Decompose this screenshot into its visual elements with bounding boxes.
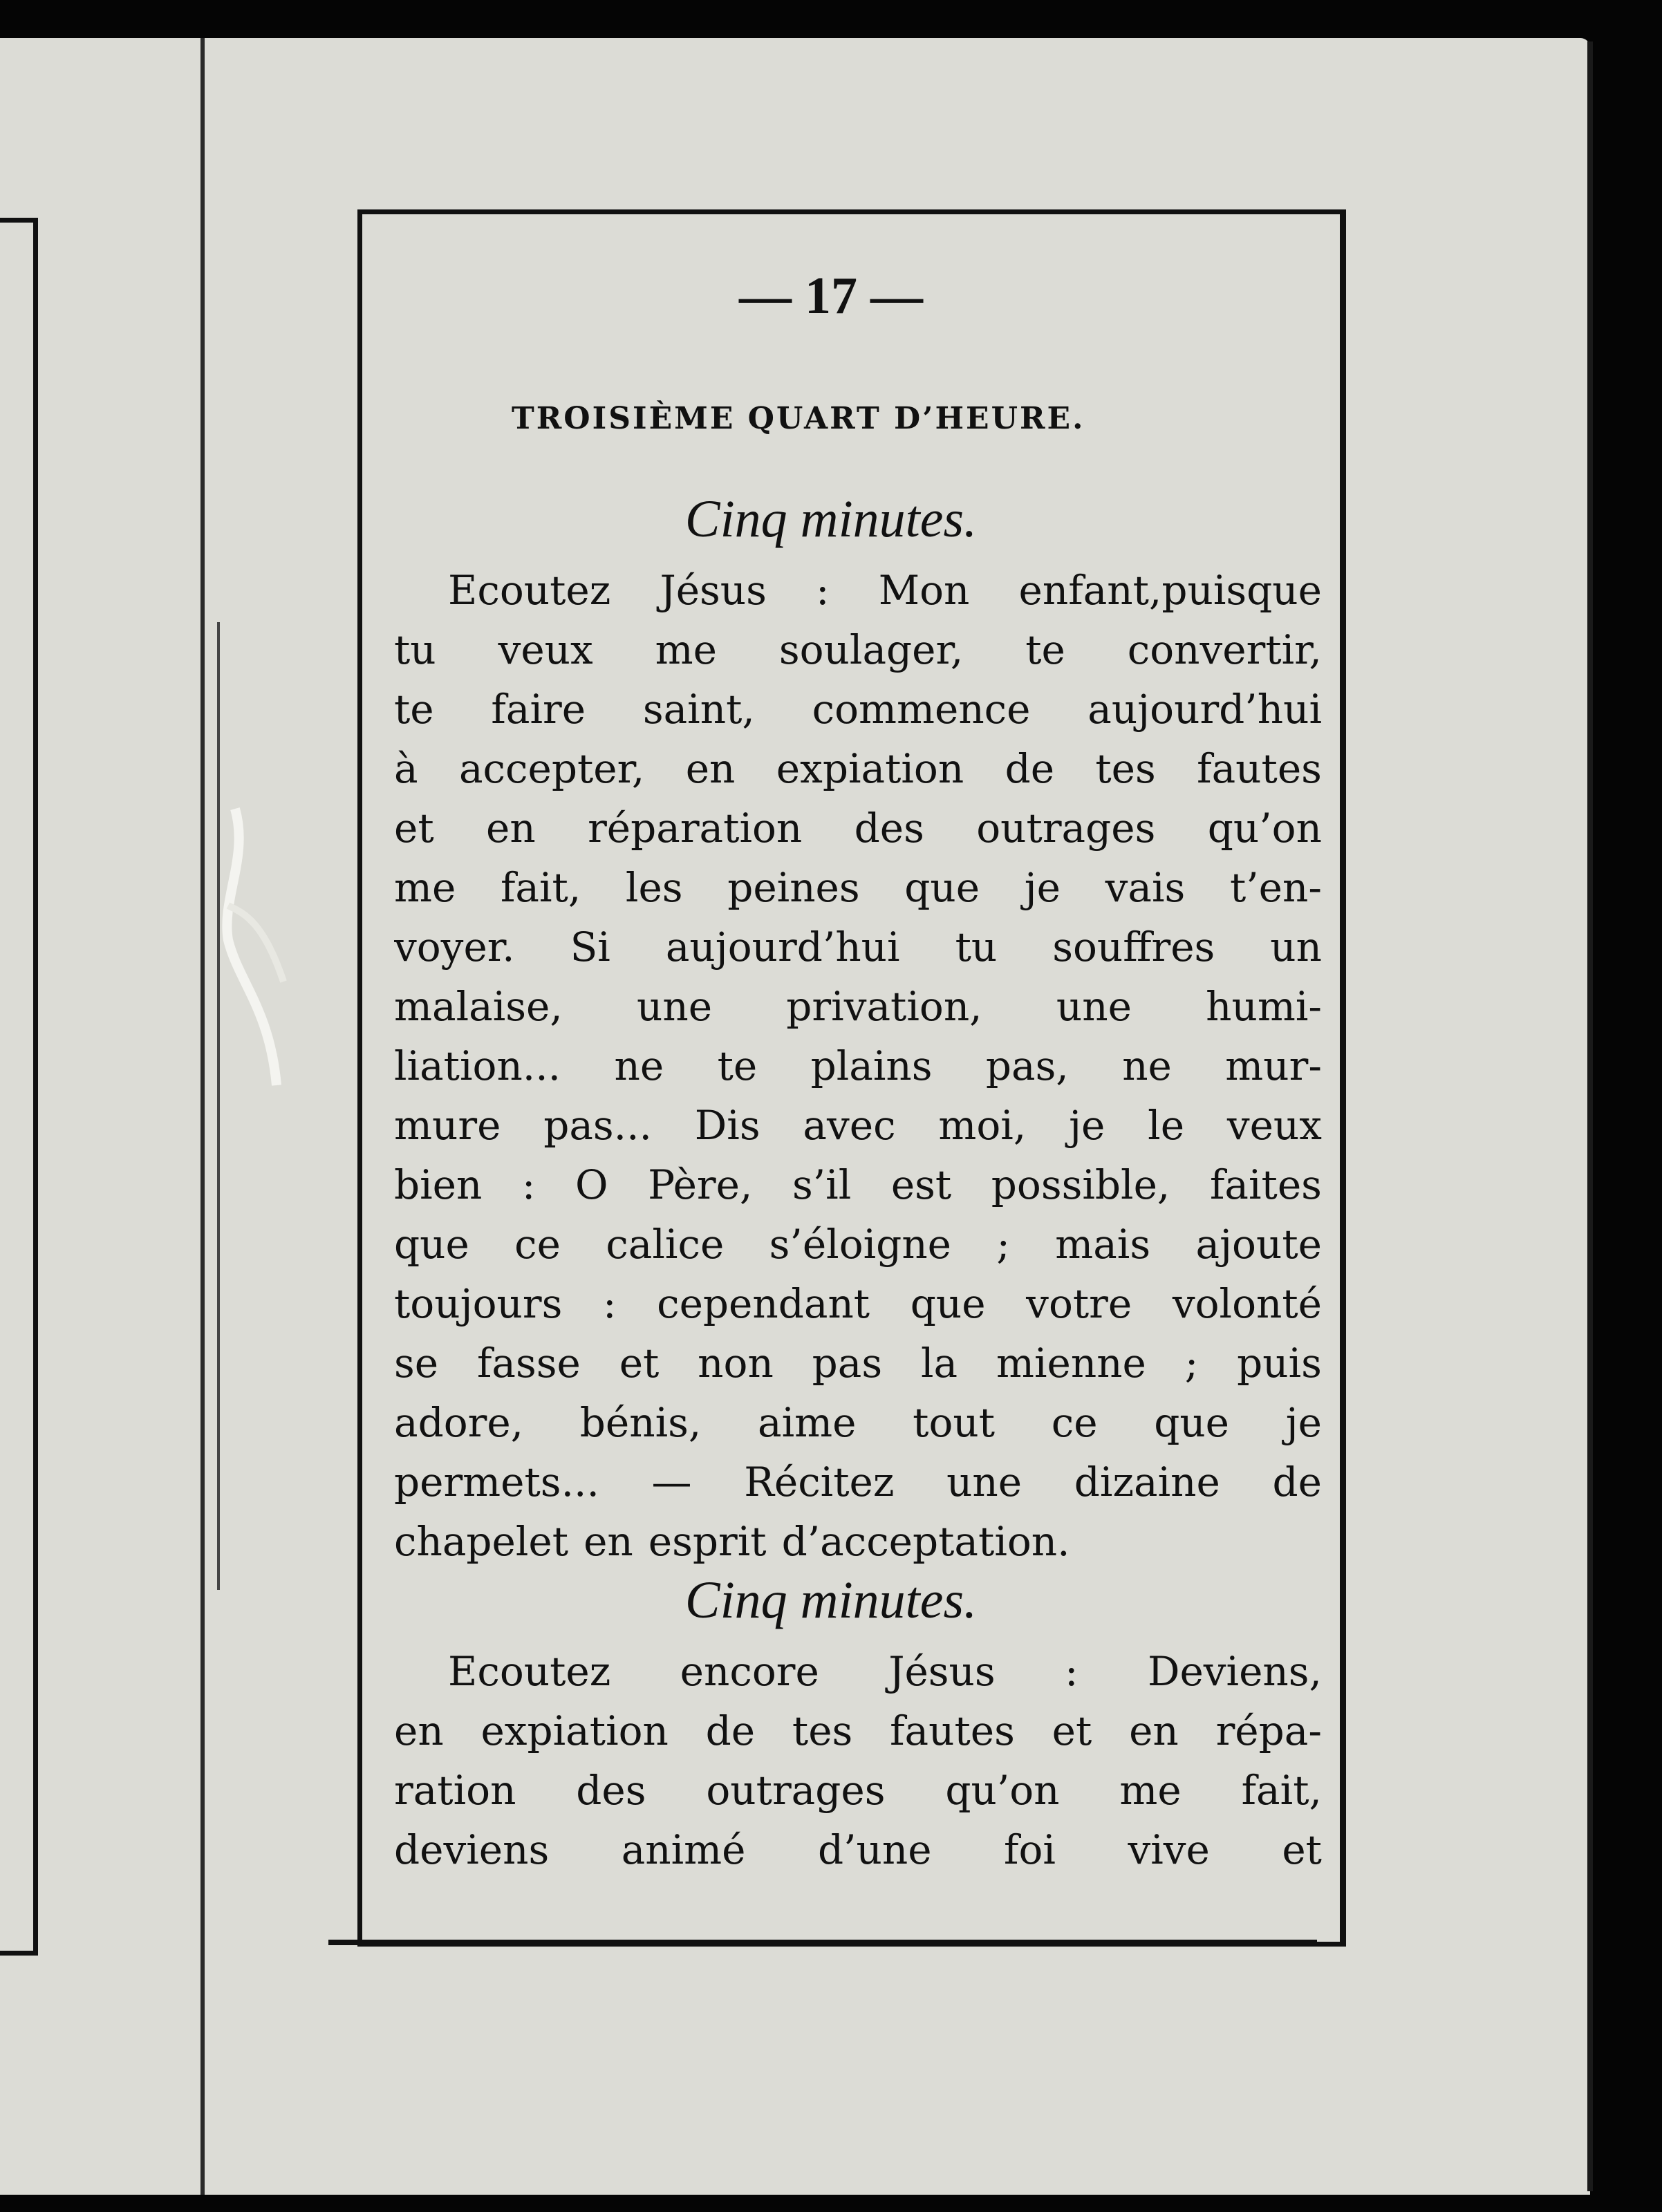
subheading-second: Cinq minutes. [684,1571,978,1629]
text-line: permets... — Récitez une dizaine de [394,1459,1322,1506]
text-line: que ce calice s’éloigne ; mais ajoute [394,1221,1322,1268]
text-line: mure pas... Dis avec moi, je le veux [394,1102,1322,1149]
text-line: se fasse et non pas la mienne ; puis [394,1340,1322,1387]
text-line: toujours : cependant que votre volonté [394,1280,1322,1327]
text-line: en expiation de tes fautes et en répa- [394,1707,1322,1754]
text-line: adore, bénis, aime tout ce que je [394,1399,1322,1446]
text-line: Ecoutez encore Jésus : Deviens, [448,1648,1322,1695]
subheading-first: Cinq minutes. [684,490,978,548]
text-line: ration des outrages qu’on me fait, [394,1767,1322,1814]
text-line: liation... ne te plains pas, ne mur- [394,1042,1322,1089]
binding-thread [207,802,304,1092]
text-line: malaise, une privation, une humi- [394,983,1322,1030]
binding-gutter-inner [217,622,220,1590]
text-line: voyer. Si aujourd’hui tu souffres un [394,924,1322,971]
text-line: à accepter, en expiation de tes fautes [394,745,1322,792]
page-number: — 17 — [739,267,923,325]
text-line: et en réparation des outrages qu’on [394,805,1322,852]
section-heading: TROISIÈME QUART D’HEURE. [512,401,1085,436]
text-line: Ecoutez Jésus : Mon enfant,puisque [448,567,1322,614]
binding-gutter [200,38,205,2195]
page-edge [1587,41,1593,2191]
facing-page-border [0,218,38,1956]
text-line: chapelet en esprit d’acceptation. [394,1518,1070,1565]
text-line: bien : O Père, s’il est possible, faites [394,1161,1322,1208]
text-line: me fait, les peines que je vais t’en- [394,864,1322,911]
frame-bottom-rule [328,1940,1317,1945]
text-line: deviens animé d’une foi vive et [394,1826,1322,1873]
text-line: te faire saint, commence aujourd’hui [394,686,1322,733]
text-line: tu veux me soulager, te convertir, [394,626,1322,673]
